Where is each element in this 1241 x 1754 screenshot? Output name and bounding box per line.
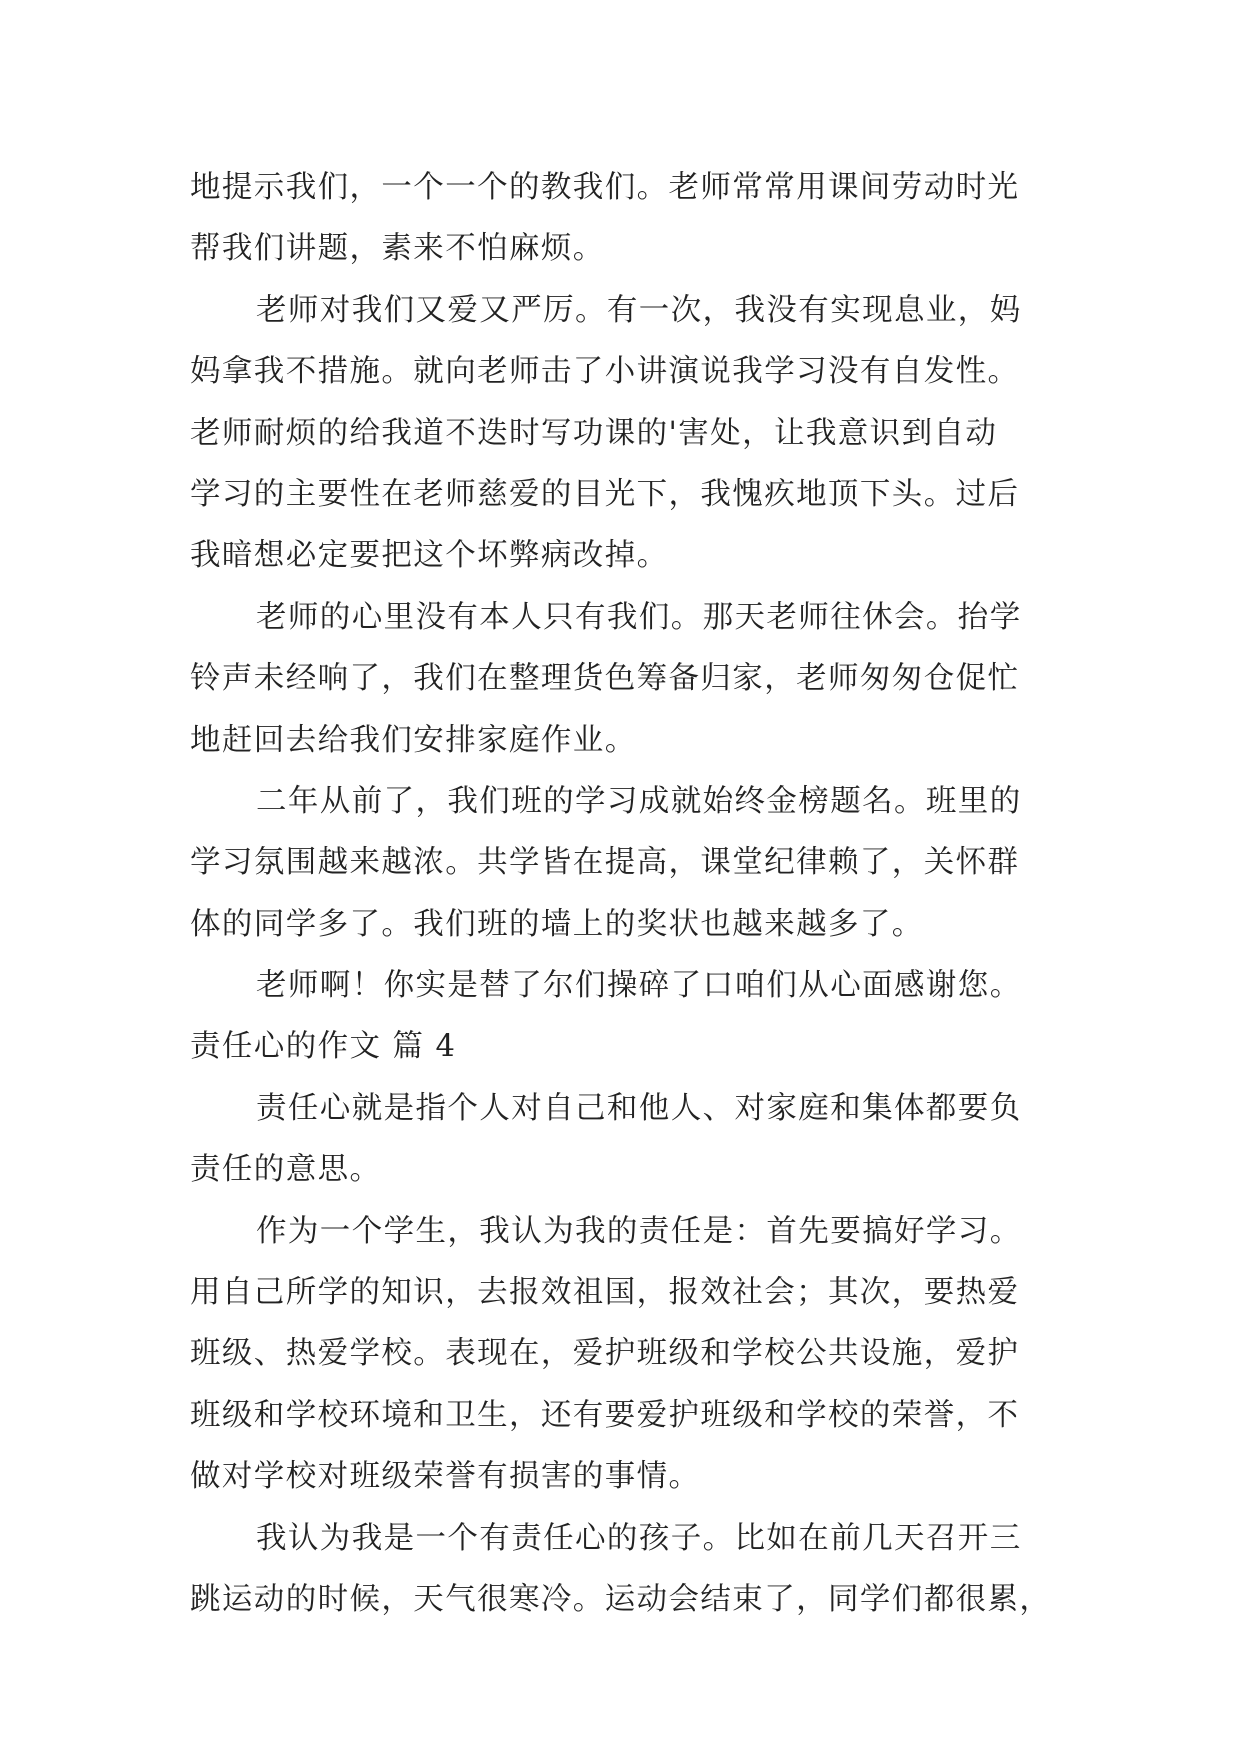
document-body xyxy=(190,157,1060,1630)
paragraph xyxy=(190,1078,1060,1201)
text-line: 班级、热爱学校。表现在，爱护班级和学校公共设施，爱护 xyxy=(190,1336,1020,1372)
paragraph xyxy=(190,587,1060,771)
text-line: 责任的意思。 xyxy=(190,1152,382,1188)
paragraph xyxy=(190,157,1060,280)
text-line: 老师啊！你实是替了尔们操碎了口咱们从心面感谢您。 xyxy=(256,968,1022,1004)
text-line: 做对学校对班级荣誉有损害的事情。 xyxy=(190,1459,701,1495)
text-line: 我暗想必定要把这个坏弊病改掉。 xyxy=(190,538,669,574)
text-line: 铃声未经响了，我们在整理货色筹备归家，老师匆匆仓促忙 xyxy=(190,661,1020,697)
text-line: 帮我们讲题，素来不怕麻烦。 xyxy=(190,231,605,267)
text-line: 学习的主要性在老师慈爱的目光下，我愧疚地顶下头。过后 xyxy=(190,476,1020,512)
text-line: 学习氛围越来越浓。共学皆在提高，课堂纪律赖了，关怀群 xyxy=(190,845,1020,881)
text-line: 老师的心里没有本人只有我们。那天老师往休会。抬学 xyxy=(256,599,1022,635)
text-line: 责任心的作文 篇 4 xyxy=(190,1029,457,1065)
paragraph xyxy=(190,280,1060,587)
text-line: 妈拿我不措施。就向老师击了小讲演说我学习没有自发性。 xyxy=(190,354,1020,390)
paragraph xyxy=(190,1508,1060,1631)
text-line: 班级和学校环境和卫生，还有要爱护班级和学校的荣誉，不 xyxy=(190,1397,1020,1433)
text-line: 二年从前了，我们班的学习成就始终金榜题名。班里的 xyxy=(256,783,1022,819)
text-line: 体的同学多了。我们班的墙上的奖状也越来越多了。 xyxy=(190,906,924,942)
text-line: 地提示我们，一个一个的教我们。老师常常用课间劳动时光 xyxy=(190,170,1020,205)
text-line: 老师耐烦的给我道不迭时写功课的'害处，让我意识到自动 xyxy=(190,415,998,451)
text-line: 我认为我是一个有责任心的孩子。比如在前几天召开三 xyxy=(256,1520,1022,1556)
paragraph xyxy=(190,1201,1060,1508)
text-line: 用自己所学的知识，去报效祖国，报效社会；其次，要热爱 xyxy=(190,1275,1020,1311)
section-heading xyxy=(190,1016,1060,1077)
text-line: 责任心就是指个人对自己和他人、对家庭和集体都要负 xyxy=(256,1090,1022,1126)
text-line: 老师对我们又爱又严厉。有一次，我没有实现息业，妈 xyxy=(256,292,1022,328)
text-line: 跳运动的时候，天气很寒冷。运动会结束了，同学们都很累， xyxy=(190,1581,1052,1617)
text-line: 地赶回去给我们安排家庭作业。 xyxy=(190,722,637,758)
text-line: 作为一个学生，我认为我的责任是：首先要搞好学习。 xyxy=(256,1213,1022,1249)
paragraph xyxy=(190,771,1060,955)
paragraph xyxy=(190,955,1060,1016)
